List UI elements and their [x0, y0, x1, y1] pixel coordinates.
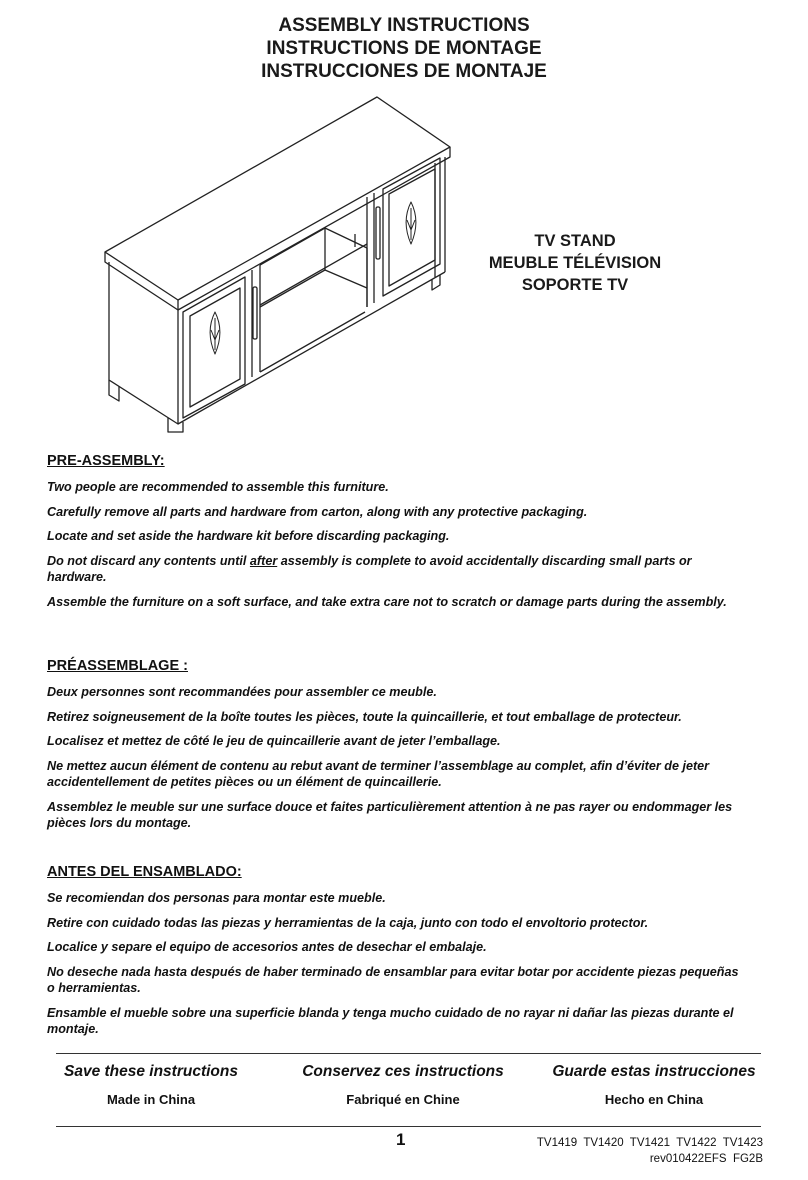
model-list: TV1419 TV1420 TV1421 TV1422 TV1423: [536, 1137, 763, 1149]
instruction-para: Ne mettez aucun élément de contenu au rebut avant de terminer l’assemblage au complet, afin d’éviter de jeter accidentellement de petites pièces ou un élément de quincaillerie.: [47, 758, 710, 789]
made-in-en: Made in China: [106, 1092, 196, 1107]
instruction-para: Retirez soigneusement de la boîte toutes les pièces, toute la quincaillerie, et tout emballage de protecteur.: [47, 709, 682, 724]
model-numbers: [537, 1135, 763, 1167]
footer-col-en: [21, 1062, 281, 1109]
pre-assembly-section-fr: [47, 657, 747, 840]
pre-assembly-section-en: [47, 452, 747, 618]
section-heading-es: ANTES DEL ENSAMBLADO:: [47, 864, 242, 880]
instruction-para: Retire con cuidado todas las piezas y herramientas de la caja, junto con todo el envoltorio protector.: [47, 915, 649, 930]
product-name: [470, 230, 680, 296]
instruction-para: Se recomiendan dos personas para montar este mueble.: [47, 891, 386, 905]
para-emphasis: after: [249, 553, 278, 568]
footer-col-fr: [273, 1062, 533, 1109]
title-fr: INSTRUCTIONS DE MONTAGE: [266, 38, 542, 59]
para-text: assembly is complete to avoid accidentally discarding small parts or hardware.: [47, 553, 692, 584]
document-titles: [0, 14, 808, 83]
made-in-fr: Fabriqué en Chine: [346, 1092, 460, 1107]
instruction-para: Assemblez le meuble sur une surface douce et faites particulièrement attention à ne pas rayer ou endommager les pièces lors du montage.: [47, 799, 733, 830]
instruction-para: Carefully remove all parts and hardware from carton, along with any protective packaging.: [47, 504, 588, 519]
instruction-para: Locate and set aside the hardware kit before discarding packaging.: [47, 529, 450, 543]
revision-code: rev010422EFS FG2B: [649, 1153, 763, 1165]
section-heading-fr: PRÉASSEMBLAGE :: [47, 658, 188, 674]
page-number: 1: [396, 1130, 406, 1149]
save-instructions-fr: Conservez ces instructions: [302, 1063, 504, 1080]
instruction-para: Deux personnes sont recommandées pour assembler ce meuble.: [47, 685, 437, 699]
title-es: INSTRUCCIONES DE MONTAJE: [261, 61, 547, 82]
tv-stand-illustration: [95, 92, 465, 437]
save-instructions-en: Save these instructions: [63, 1063, 238, 1080]
product-name-fr: MEUBLE TÉLÉVISION: [488, 254, 662, 272]
instruction-para: Localice y separe el equipo de accesorios antes de desechar el embalaje.: [47, 940, 487, 954]
instruction-para: Localisez et mettez de côté le jeu de quincaillerie avant de jeter l’emballage.: [47, 734, 501, 748]
instruction-para: Ensamble el mueble sobre una superficie blanda y tenga mucho cuidado de no rayar ni dañar las piezas durante el montaje.: [47, 1005, 734, 1036]
pre-assembly-section-es: [47, 863, 747, 1046]
instruction-para: [47, 553, 747, 586]
footer-top-rule: [56, 1053, 761, 1054]
product-name-es: SOPORTE TV: [521, 276, 629, 294]
instruction-para: No deseche nada hasta después de haber terminado de ensamblar para evitar botar por accidente piezas pequeñas o herramientas.: [47, 964, 739, 995]
save-instructions-es: Guarde estas instrucciones: [552, 1063, 756, 1080]
instruction-para: Assemble the furniture on a soft surface, and take extra care not to scratch or damage parts during the assembly.: [47, 594, 727, 609]
instruction-para: Two people are recommended to assemble this furniture.: [47, 480, 389, 494]
product-name-en: TV STAND: [534, 232, 616, 250]
section-heading-en: PRE-ASSEMBLY:: [47, 453, 165, 469]
para-text: Do not discard any contents until: [47, 553, 250, 568]
footer-col-es: [524, 1062, 784, 1109]
made-in-es: Hecho en China: [604, 1092, 704, 1107]
footer-bottom-rule: [56, 1126, 761, 1127]
title-en: ASSEMBLY INSTRUCTIONS: [278, 15, 530, 36]
